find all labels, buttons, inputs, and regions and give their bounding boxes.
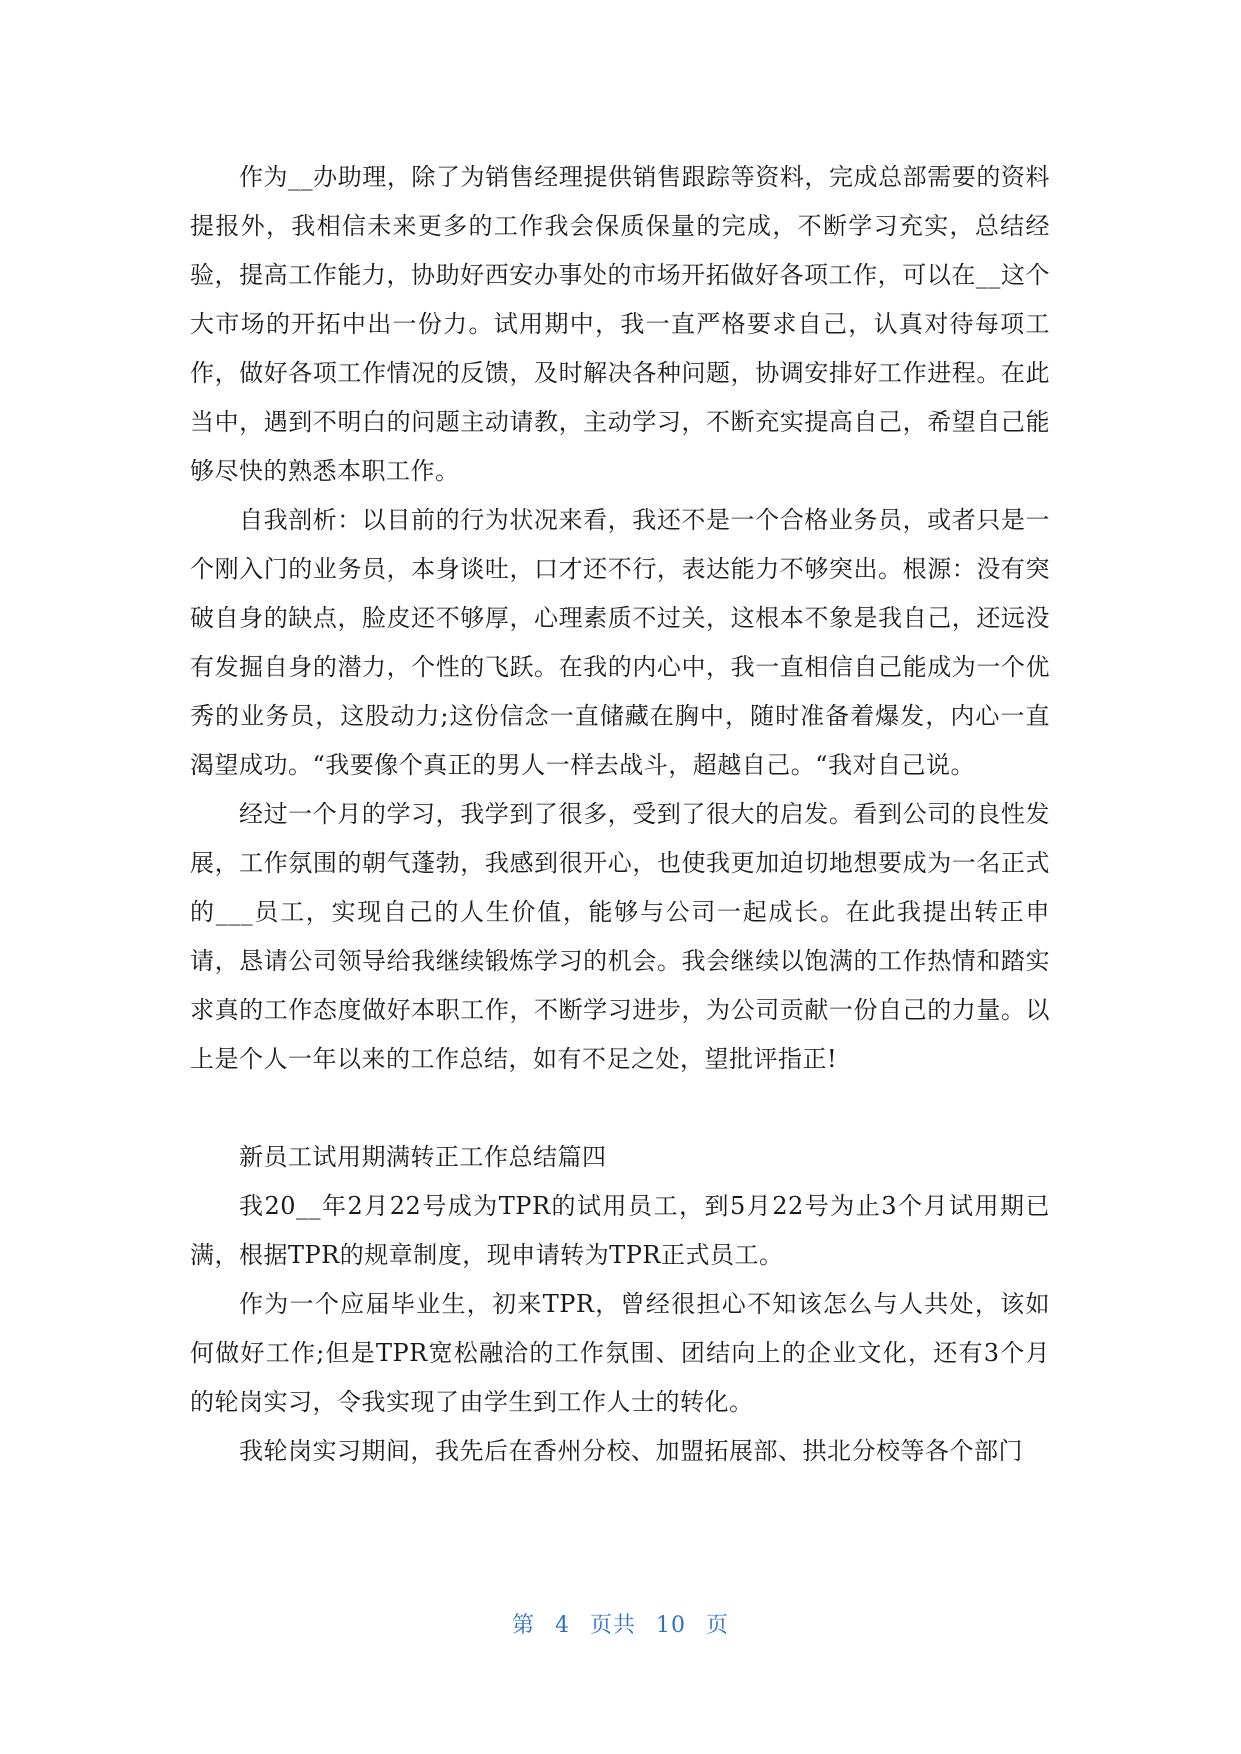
paragraph: 我轮岗实习期间，我先后在香州分校、加盟拓展部、拱北分校等各个部门 xyxy=(239,1437,1023,1465)
footer-total-pages: 10 xyxy=(656,1613,686,1638)
document-body xyxy=(190,153,1050,1476)
paragraph: 作为一个应届毕业生，初来TPR，曾经很担心不知该怎么与人共处，该如何做好工作;但是TPR宽松融洽的工作氛围、团结向上的企业文化，还有3个月的轮岗实习，令我实现了由学生到工作人士的转化。 xyxy=(190,1290,1050,1416)
footer-prefix: 第 xyxy=(511,1613,535,1638)
footer-middle: 页共 xyxy=(589,1613,636,1638)
footer-page-number: 4 xyxy=(554,1613,570,1638)
footer-suffix: 页 xyxy=(706,1613,730,1638)
page-footer xyxy=(0,1608,1241,1639)
paragraph: 作为__办助理，除了为销售经理提供销售跟踪等资料，完成总部需要的资料提报外，我相信未来更多的工作我会保质保量的完成，不断学习充实，总结经验，提高工作能力，协助好西安办事处的市场开拓做好各项工作，可以在__这个大市场的开拓中出一份力。试用期中，我一直严格要求自己，认真对待每项工作，做好各项工作情况的反馈，及时解决各种问题，协调安排好工作进程。在此当中，遇到不明白的问题主动请教，主动学习，不断充实提高自己，希望自己能够尽快的熟悉本职工作。 xyxy=(190,163,1050,485)
section-heading: 新员工试用期满转正工作总结篇四 xyxy=(239,1143,607,1171)
paragraph: 经过一个月的学习，我学到了很多，受到了很大的启发。看到公司的良性发展，工作氛围的朝气蓬勃，我感到很开心，也使我更加迫切地想要成为一名正式的___员工，实现自己的人生价值，能够与公司一起成长。在此我提出转正申请，恳请公司领导给我继续锻炼学习的机会。我会继续以饱满的工作热情和踏实求真的工作态度做好本职工作，不断学习进步，为公司贡献一份自己的力量。以上是个人一年以来的工作总结，如有不足之处，望批评指正! xyxy=(190,800,1050,1073)
paragraph: 我20__年2月22号成为TPR的试用员工，到5月22号为止3个月试用期已满，根据TPR的规章制度，现申请转为TPR正式员工。 xyxy=(190,1192,1050,1269)
paragraph: 自我剖析：以目前的行为状况来看，我还不是一个合格业务员，或者只是一个刚入门的业务员，本身谈吐，口才还不行，表达能力不够突出。根源：没有突破自身的缺点，脸皮还不够厚，心理素质不过关，这根本不象是我自己，还远没有发掘自身的潜力，个性的飞跃。在我的内心中，我一直相信自己能成为一个优秀的业务员，这股动力;这份信念一直储藏在胸中，随时准备着爆发，内心一直渴望成功。“我要像个真正的男人一样去战斗，超越自己。“我对自己说。 xyxy=(190,506,1050,779)
